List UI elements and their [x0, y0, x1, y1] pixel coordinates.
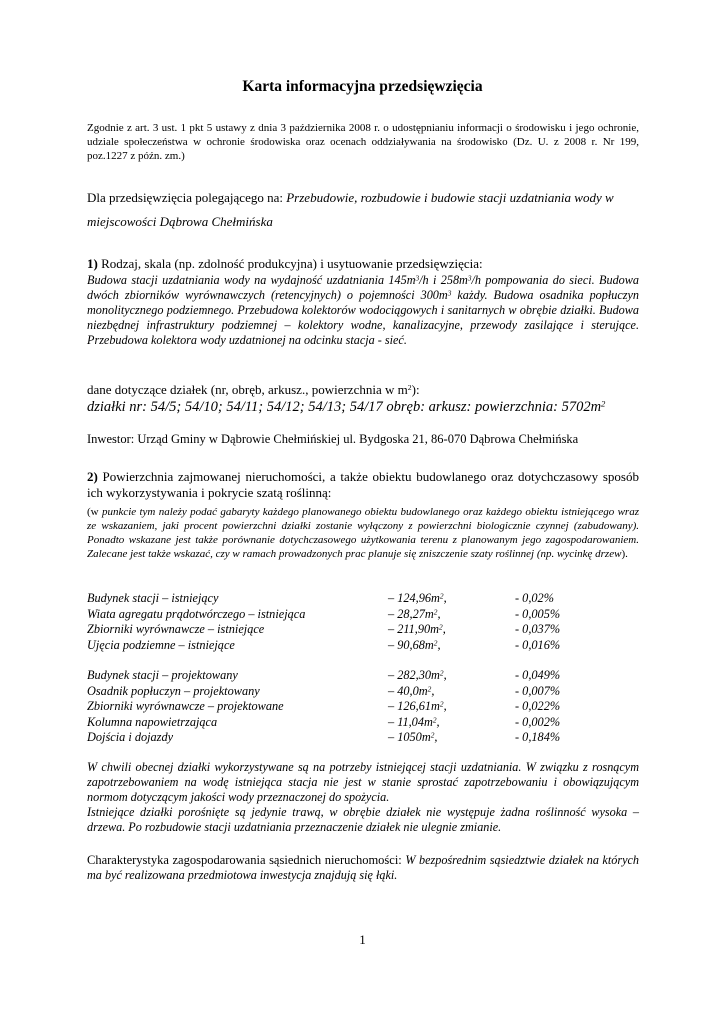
project-name: Przebudowie, rozbudowie i budowie stacji uzdatniania wody w miejscowości Dąbrowa Chełmińska	[87, 190, 614, 229]
object-name: Kolumna napowietrzająca	[87, 714, 218, 729]
object-name: Osadnik popłuczyn – projektowany	[87, 683, 260, 698]
project-prefix: Dla przedsięwzięcia polegającego na:	[87, 190, 287, 205]
object-area: – $126,61m^2$,	[388, 699, 447, 714]
object-percent: - 0,02%	[515, 591, 554, 605]
section-2-title: Powierzchnia zajmowanej nieruchomości, a także obiektu budowlanego oraz dotychczasowy sposób ich wykorzystywania i pokrycie szatą roślinną:	[87, 469, 639, 500]
table-row	[87, 730, 647, 746]
object-percent: - 0,002%	[515, 714, 561, 729]
object-percent: - 0,184%	[515, 730, 561, 745]
section-2-heading	[87, 469, 639, 501]
object-area: – $124,96m^2$,	[388, 591, 447, 605]
object-percent: - 0,049%	[515, 668, 561, 682]
table-row	[87, 591, 647, 607]
object-area: – $282,30m^2$,	[388, 668, 447, 682]
section-2-note: (w punkcie tym należy podać gabaryty każdego planowanego obiektu budowlanego oraz każdego obiektu istniejącego wraz ze wskazaniem, jaki procent powierzchni działki zostanie wyłączony z powierzchni biologicznie czynnej (zabudowany). Ponadto wskazane jest także porównanie dotychczasowego użytkowania terenu z planowanym jego zagospodarowaniem. Zalecane jest także wskazać, czy w ramach prowadzonych prac planuje się zniszczenie szaty roślinnej (np. wycinkę drzew).	[87, 506, 639, 560]
legal-basis-paragraph: Zgodnie z art. 3 ust. 1 pkt 5 ustawy z dnia 3 października 2008 r. o udostępnianiu informacji o środowisku i jego ochronie, udziale społeczeństwa w ochronie środowiska oraz ocenach oddziaływania na środowisko (Dz. U. z 2008 r. Nr 199, poz.1227 z późn. zm.)	[87, 122, 639, 162]
vegetation-text: Istniejące działki porośnięte są jedynie trawą, w obrębie działek nie występuje żadna roślinność wysoka – drzewa. Po rozbudowie stacji uzdatniania przeznaczenie działek nie ulegnie zmianie.	[87, 805, 639, 834]
project-description	[87, 186, 639, 234]
table-row	[87, 607, 647, 623]
neighbors-text: W bezpośrednim sąsiedztwie działek na których ma być realizowana przedmiotowa inwestycja znajdują się łąki.	[87, 853, 639, 882]
object-name: Dojścia i dojazdy	[87, 730, 174, 745]
table-row	[87, 684, 647, 700]
object-area: – $1050m^2$,	[388, 730, 438, 745]
object-area: – $211,90m^2$,	[388, 622, 446, 637]
object-name: Wiata agregatu prądotwórczego – istniejąca	[87, 606, 306, 621]
object-percent: - 0,037%	[515, 622, 561, 637]
current-use-text: W chwili obecnej działki wykorzystywane są na potrzeby istniejącej stacji uzdatniania. W związku z rosnącym zapotrzebowaniem na wodę istniejąca stacja nie jest w stanie sprostać zapotrzebowaniu i obowiązującym normom dotyczącym jakości wody przeznaczonej do spożycia.	[87, 760, 639, 804]
table-row	[87, 699, 647, 715]
investor-line: Inwestor: Urząd Gminy w Dąbrowie Chełmińskiej ul. Bydgoska 21, 86-070 Dąbrowa Chełmińska	[87, 432, 579, 446]
object-name: Zbiorniki wyrównawcze – projektowane	[87, 699, 284, 714]
page-number: 1	[359, 932, 366, 947]
object-name: Zbiorniki wyrównawcze – istniejące	[87, 622, 265, 637]
section-1-heading	[87, 256, 639, 272]
section-1-title: Rodzaj, skala (np. zdolność produkcyjna) i usytuowanie przedsięwzięcia:	[97, 256, 483, 271]
object-name: Ujęcia podziemne – istniejące	[87, 637, 235, 652]
table-row	[87, 622, 647, 638]
plots-value: działki nr: 54/5; 54/10; 54/11; 54/12; 54/13; 54/17 obręb: arkusz: powierzchnia: $5702m^2$	[87, 398, 606, 415]
table-row	[87, 715, 647, 731]
object-percent: - 0,007%	[515, 683, 561, 698]
section-2-number: 2)	[87, 469, 98, 484]
object-area: – $11,04m^2$,	[388, 714, 440, 729]
current-use-paragraph	[87, 760, 639, 835]
existing-objects-table	[87, 591, 647, 653]
table-row	[87, 638, 647, 654]
object-percent: - 0,016%	[515, 637, 561, 652]
object-name: Budynek stacji – istniejący	[87, 591, 219, 605]
object-area: – $40,0m^2$,	[388, 683, 435, 698]
neighbors-paragraph	[87, 853, 639, 883]
planned-objects-table	[87, 668, 647, 746]
object-percent: - 0,005%	[515, 606, 561, 621]
object-percent: - 0,022%	[515, 699, 561, 714]
object-name: Budynek stacji – projektowany	[87, 668, 238, 682]
object-area: – $90,68m^2$,	[388, 637, 441, 652]
plots-heading: dane dotyczące działek (nr, obręb, arkusz., powierzchnia w $m^2$):	[87, 382, 420, 397]
table-row	[87, 668, 647, 684]
neighbors-label: Charakterystyka zagospodarowania sąsiednich nieruchomości:	[87, 853, 406, 867]
document-title: Karta informacyjna przedsięwzięcia	[242, 78, 483, 95]
section-1-text: Budowa stacji uzdatniania wody na wydajność uzdatniania $145m^3/h$ i $258m^3/h$ pompowania do sieci. Budowa dwóch zbiorników wyrównawczych (retencyjnych) o pojemności $300m^3$ każdy. Budowa osadnika popłuczyn monolitycznego podziemnego. Przebudowa kolektorów wodociągowych i sanitarnych w obrębie działki. Budowa niezbędnej infrastruktury podziemnej – kolektory wodne, kanalizacyjne, przewody zasilające i sterujące. Przebudowa kolektora wody uzdatnionej na odcinku stacja - sieć.	[87, 273, 639, 347]
object-area: – $28,27m^2$,	[388, 606, 441, 621]
section-1-number: 1)	[87, 256, 98, 271]
